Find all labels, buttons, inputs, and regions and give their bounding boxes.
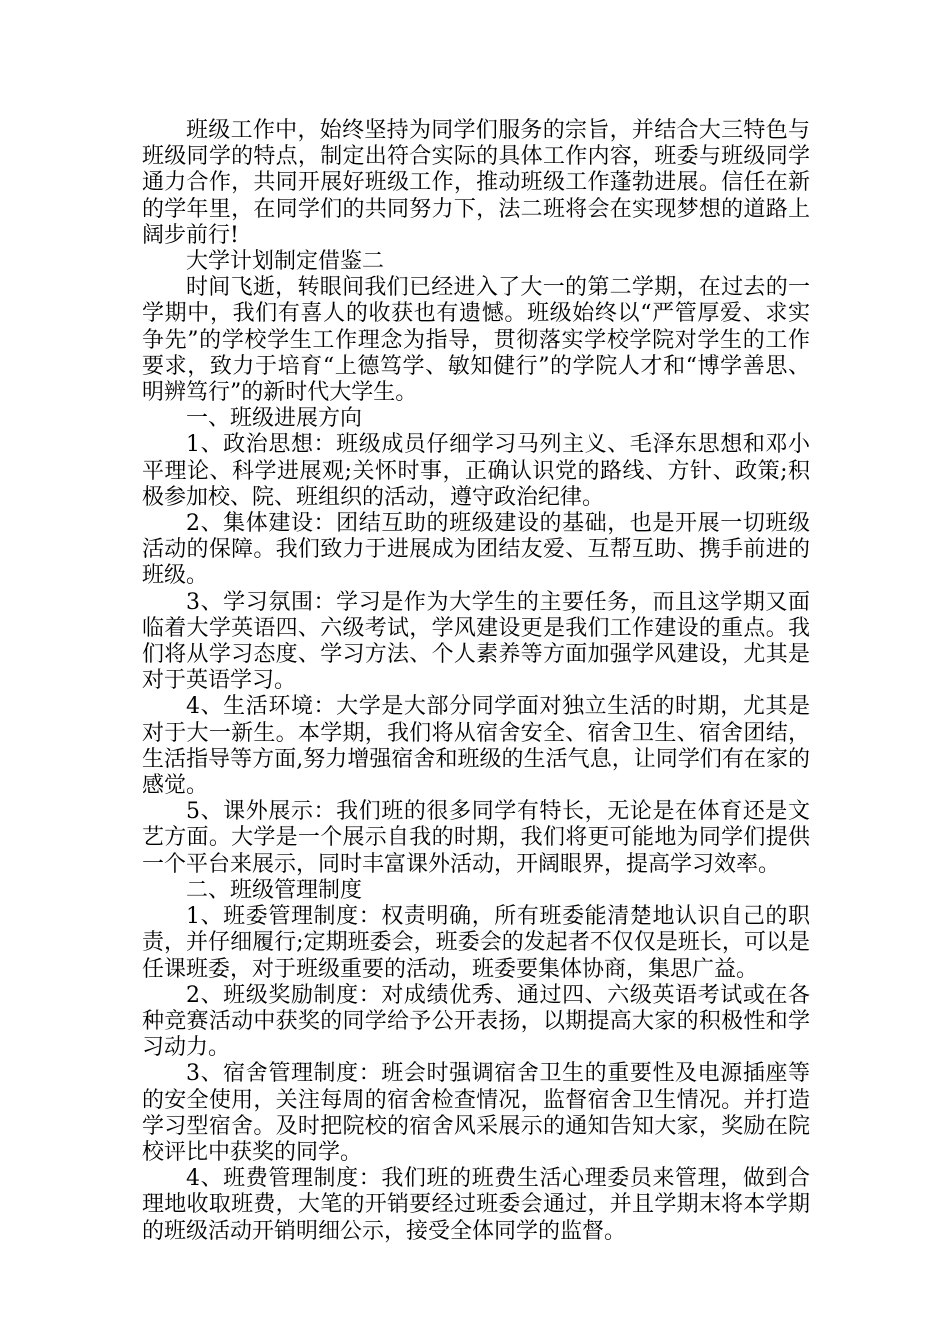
paragraph-political-thought: 1、政治思想：班级成员仔细学习马列主义、毛泽东思想和邓小平理论、科学进展观;关怀时事，正确认识党的路线、方针、政策;积极参加校、院、班组织的活动，遵守政治纪律。: [142, 432, 810, 510]
paragraph-dormitory-management: 3、宿舍管理制度：班会时强调宿舍卫生的重要性及电源插座等的安全使用，关注每周的宿舍检查情况，监督宿舍卫生情况。并打造学习型宿舍。及时把院校的宿舍风采展示的通知告知大家，奖励在院校评比中获奖的同学。: [142, 1061, 810, 1165]
paragraph-committee-management: 1、班委管理制度：权责明确，所有班委能清楚地认识自己的职责，并仔细履行;定期班委会，班委会的发起者不仅仅是班长，可以是任课班委，对于班级重要的活动，班委要集体协商，集思广益。: [142, 904, 810, 982]
document-body: [142, 118, 810, 1245]
paragraph-study-atmosphere: 3、学习氛围：学习是作为大学生的主要任务，而且这学期又面临着大学英语四、六级考试，学风建设更是我们工作建设的重点。我们将从学习态度、学习方法、个人素养等方面加强学风建设，尤其是对于英语学习。: [142, 589, 810, 694]
paragraph-living-environment: 4、生活环境：大学是大部分同学面对独立生活的时期，尤其是对于大一新生。本学期，我们将从宿舍安全、宿舍卫生、宿舍团结，生活指导等方面,努力增强宿舍和班级的生活气息，让同学们有在家的感觉。: [142, 694, 810, 799]
paragraph-class-fee-management: 4、班费管理制度：我们班的班费生活心理委员来管理，做到合理地收取班费，大笔的开销要经过班委会通过，并且学期末将本学期的班级活动开销明细公示，接受全体同学的监督。: [142, 1166, 810, 1244]
heading-management-system: 二、班级管理制度: [186, 877, 363, 903]
section-title-plan-two: 大学计划制定借鉴二: [186, 249, 385, 275]
paragraph-class-work-summary: 班级工作中，始终坚持为同学们服务的宗旨，并结合大三特色与班级同学的特点，制定出符合实际的具体工作内容，班委与班级同学通力合作，共同开展好班级工作，推动班级工作蓬勃进展。信任在新的学年里，在同学们的共同努力下，法二班将会在实现梦想的道路上阔步前行!: [142, 118, 810, 248]
heading-development-direction: 一、班级进展方向: [186, 406, 363, 432]
paragraph-introduction: 时间飞逝，转眼间我们已经进入了大一的第二学期，在过去的一学期中，我们有喜人的收获也有遗憾。班级始终以“严管厚爱、求实争先”的学校学生工作理念为指导，贯彻落实学校学院对学生的工作要求，致力于培育“上德笃学、敏知健行”的学院人才和“博学善思、明辨笃行”的新时代大学生。: [142, 275, 810, 406]
paragraph-collective-building: 2、集体建设：团结互助的班级建设的基础，也是开展一切班级活动的保障。我们致力于进展成为团结友爱、互帮互助、携手前进的班级。: [142, 511, 810, 589]
paragraph-reward-system: 2、班级奖励制度：对成绩优秀、通过四、六级英语考试或在各种竞赛活动中获奖的同学给予公开表扬，以期提高大家的积极性和学习动力。: [142, 982, 810, 1061]
paragraph-extracurricular: 5、课外展示：我们班的很多同学有特长，无论是在体育还是文艺方面。大学是一个展示自我的时期，我们将更可能地为同学们提供一个平台来展示，同时丰富课外活动，开阔眼界，提高学习效率。: [142, 799, 810, 877]
